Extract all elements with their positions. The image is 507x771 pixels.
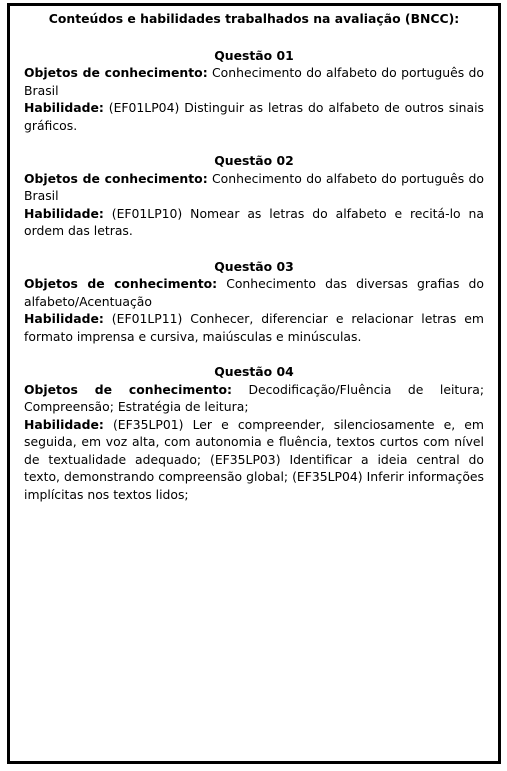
question-title: Questão 03 — [214, 258, 294, 274]
knowledge-objects-text: Conhecimento do alfabeto do português do Brasil — [24, 65, 484, 98]
knowledge-objects-text: Conhecimento do alfabeto do português do Brasil — [24, 170, 484, 203]
knowledge-objects-label: Objetos de conhecimento: — [24, 381, 232, 397]
knowledge-objects-label: Objetos de conhecimento: — [24, 276, 218, 291]
skill-text: (EF35LP01) Ler e compreender, silenciosamente e, em seguida, em voz alta, com autonomia e fluência, textos curtos com nível de textualidade adequado; (EF35LP03) Identificar a ideia central do texto, demonstrando compreensão global; (EF35LP04) Inferir informações implícitas nos textos lidos; — [24, 416, 484, 502]
question-block-01 — [24, 47, 484, 135]
knowledge-objects — [24, 170, 484, 205]
skill — [24, 310, 484, 345]
skill-text: (EF01LP10) Nomear as letras do alfabeto e recitá-lo na ordem das letras. — [24, 205, 484, 238]
skill-text: (EF01LP04) Distinguir as letras do alfabeto de outros sinais gráficos. — [24, 100, 484, 133]
document-title: Conteúdos e habilidades trabalhados na avaliação (BNCC): — [48, 11, 460, 26]
skill-text: (EF01LP11) Conhecer, diferenciar e relacionar letras em formato imprensa e cursiva, maiúsculas e minúsculas. — [24, 311, 484, 344]
knowledge-objects-text: Decodificação/Fluência de leitura; Compreensão; Estratégia de leitura; — [24, 381, 484, 414]
knowledge-objects — [24, 64, 484, 99]
bncc-content-box — [7, 3, 501, 764]
knowledge-objects-label: Objetos de conhecimento: — [24, 170, 208, 186]
question-block-03 — [24, 258, 484, 346]
skill-label: Habilidade: — [24, 416, 104, 432]
skill — [24, 99, 484, 134]
skill-label: Habilidade: — [24, 311, 104, 326]
question-block-02 — [24, 152, 484, 240]
question-block-04 — [24, 363, 484, 503]
skill — [24, 205, 484, 240]
question-title: Questão 01 — [214, 47, 294, 63]
knowledge-objects-label: Objetos de conhecimento: — [24, 65, 208, 80]
knowledge-objects — [24, 381, 484, 416]
knowledge-objects-text: Conhecimento das diversas grafias do alfabeto/Acentuação — [24, 276, 484, 309]
skill — [24, 416, 484, 504]
question-title: Questão 04 — [214, 364, 294, 379]
skill-label: Habilidade: — [24, 205, 104, 221]
question-title: Questão 02 — [214, 153, 294, 168]
knowledge-objects — [24, 275, 484, 310]
skill-label: Habilidade: — [24, 100, 104, 115]
